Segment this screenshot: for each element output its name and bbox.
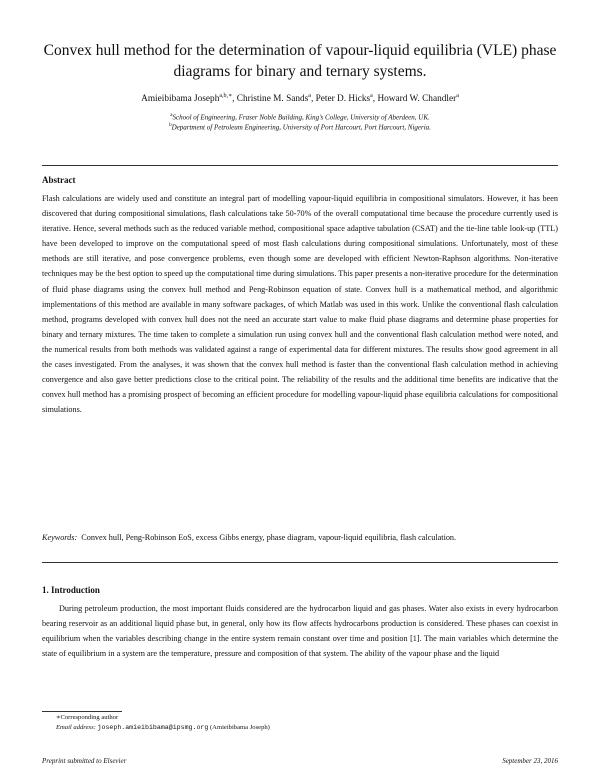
- author: Howard W. Chandler$^a$: [377, 93, 459, 105]
- abstract-top-rule: [42, 165, 558, 166]
- affiliation-b: $^b$Department of Petroleum Engineering, University of Port Harcourt, Port Harcourt, Nigeria.: [169, 123, 431, 132]
- keywords: [42, 531, 558, 546]
- author-list: [40, 92, 560, 104]
- introduction-body: During petroleum production, the most important fluids considered are the hydrocarbon liquid and gas phases. Water also exists in every hydrocarbon bearing reservoir as an additional liquid phase but, in general, only how its flow affects hydrocarbons production is considered. These phases can coexist in equilibrium when the variables describing change in the entire system remain constant over time and position [1]. The main variables which determine the state of equilibrium in a system are the temperature, pressure and composition of that system. The ability of the vapour phase and the liquid: [42, 604, 558, 659]
- section-heading-introduction: 1. Introduction: [42, 585, 100, 595]
- email-link[interactable]: joseph.amieibibama@ipsmg.org: [97, 724, 209, 731]
- keywords-text: Convex hull, Peng-Robinson EoS, excess Gibbs energy, phase diagram, vapour-liquid equilibria, flash calculation.: [81, 533, 457, 542]
- author: Christine M. Sands$^a$,: [236, 93, 316, 105]
- footer-preprint-note: Preprint submitted to Elsevier: [42, 757, 127, 765]
- author: Amieibibama Joseph$^{a,b,∗}$,: [141, 93, 237, 105]
- abstract-body: Flash calculations are widely used and constitute an integral part of modelling vapour-liquid equilibria in compositional simulators. However, it has been discovered that during compositional simulations, flash calculations take 50-70% of the overall computational time because the procedure currently used is iterative. Hence, several methods such as the reduced variable method, compositional space adaptive tabulation (CSAT) and the tie-line table look-up (TTL) have been developed to improve on the computational speed of most flash calculations during compositional simulations. Unfortunately, most of these methods are still iterative, and pose convergence problems, even though some are developed with efficient Newton-Raphson algorithms. Non-iterative techniques may be the best option to speed up the computational time during simulations. This paper presents a non-iterative procedure for the determination of fluid phase diagrams using the convex hull method and Peng-Robinson equation of state. Convex hull is a mathematical method, and algorithmic implementations of this method are available in many software packages, of which Matlab was used in this work. Unlike the conventional flash calculation method, programs developed with convex hull does not the need an accurate start value to make fluid phase diagrams and determine phase properties for binary and ternary mixtures. The time taken to complete a simulation run using convex hull and the conventional flash calculation method were noted, and the numerical results from both methods was validated against a range of experimental data for different mixtures. The results show good agreement in all the cases investigated. From the analyses, it was shown that the convex hull method is faster than the conventional flash calculation method in achieving convergence and also gave better predictions close to the critical point. The reliability of the results and the additional time benefits are indicative that the convex hull method has a promising prospect of becoming an efficient procedure for modelling vapour-liquid phase equilibria calculations for compositional simulations.: [42, 194, 558, 415]
- footnote-rule: [42, 711, 122, 712]
- footer-date: September 23, 2016: [502, 757, 558, 765]
- keywords-label: Keywords:: [42, 533, 78, 542]
- footnote-corresponding-author: ∗Corresponding author: [56, 714, 119, 721]
- footnote-email: Email address: joseph.amieibibama@ipsmg.org (Amieibibama Joseph): [56, 724, 270, 731]
- abstract-bottom-rule: [42, 562, 558, 563]
- affiliation-a: $^a$School of Engineering, Fraser Noble Building, King’s College, University of Aberdeen, UK.: [170, 113, 430, 122]
- paper-title: Convex hull method for the determination of vapour-liquid equilibria (VLE) phase diagrams for binary and ternary systems.: [43, 42, 557, 80]
- abstract-heading: Abstract: [42, 175, 76, 185]
- author: Peter D. Hicks$^a$,: [315, 93, 378, 105]
